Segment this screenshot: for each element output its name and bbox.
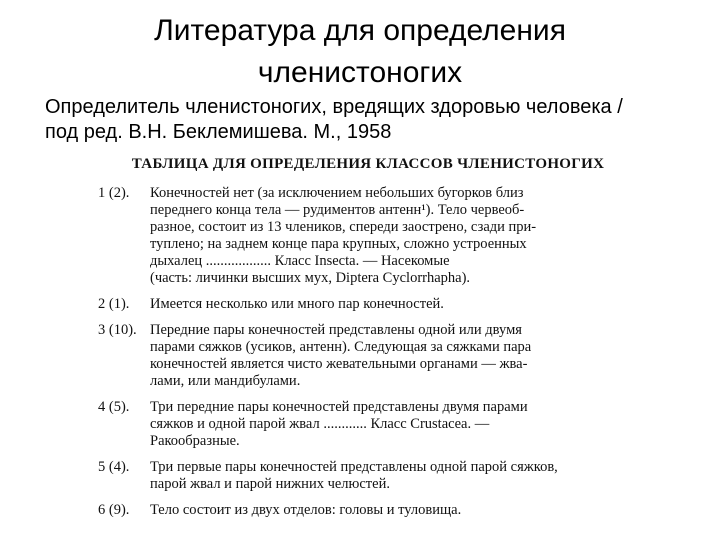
- entry-line: переднего конца тела — рудиментов антенн¹). Тело червеоб-: [150, 202, 525, 218]
- entry-text: [150, 322, 628, 390]
- table-title: ТАБЛИЦА ДЛЯ ОПРЕДЕЛЕНИЯ КЛАССОВ ЧЛЕНИСТОНОГИХ: [131, 156, 605, 172]
- entry-text: [150, 399, 628, 450]
- entry-text: [150, 502, 628, 519]
- entry-line: Три первые пары конечностей представлены одной парой сяжков,: [150, 459, 558, 475]
- entry-text: [150, 185, 628, 287]
- entry-text: [150, 296, 628, 313]
- slide-title-line-1: Литература для определения: [154, 14, 566, 47]
- entry-line: конечностей является чисто жевательными органами — жва-: [150, 356, 528, 372]
- entry-number: 1 (2).: [98, 185, 130, 201]
- key-entry: [98, 296, 628, 313]
- entry-line: (часть: личинки высших мух, Diptera Cyclorrhapha).: [150, 270, 471, 286]
- entry-line: парой жвал и парой нижних челюстей.: [150, 476, 390, 492]
- scanned-key-table: [98, 156, 628, 528]
- entry-line: дыхалец .................. Класс Insecta. — Насекомые: [150, 253, 450, 269]
- key-entry: [98, 322, 628, 390]
- entry-line: Передние пары конечностей представлены одной или двумя: [150, 322, 522, 338]
- entry-number: 4 (5).: [98, 399, 130, 415]
- slide-title-line-2: членистоногих: [257, 56, 463, 89]
- entry-line: Конечностей нет (за исключением небольших бугорков близ: [150, 185, 524, 201]
- key-entry: [98, 185, 628, 287]
- entry-number: 5 (4).: [98, 459, 130, 475]
- entry-line: туплено; на заднем конце пара крупных, сложно устроенных: [150, 236, 527, 252]
- entry-line: Тело состоит из двух отделов: головы и туловища.: [150, 502, 462, 518]
- entry-number: 2 (1).: [98, 296, 130, 312]
- entry-line: парами сяжков (усиков, антенн). Следующая за сяжками пара: [150, 339, 532, 355]
- slide-title: [60, 10, 660, 94]
- entry-number: 6 (9).: [98, 502, 130, 518]
- entry-line: лами, или мандибулами.: [150, 373, 301, 389]
- key-entry: [98, 502, 628, 519]
- entry-line: Три передние пары конечностей представлены двумя парами: [150, 399, 528, 415]
- reference-line-2: под ред. В.Н. Беклемишева. М., 1958: [45, 121, 392, 143]
- entry-text: [150, 459, 628, 493]
- entry-line: Ракообразные.: [150, 433, 240, 449]
- entry-line: сяжков и одной парой жвал ............ Класс Crustacea. —: [150, 416, 490, 432]
- reference-line-1: Определитель членистоногих, вредящих здоровью человека /: [45, 96, 623, 118]
- entry-line: разное, состоит из 13 члеников, спереди заострено, сзади при-: [150, 219, 537, 235]
- key-entry: [98, 399, 628, 450]
- entry-line: Имеется несколько или много пар конечностей.: [150, 296, 444, 312]
- reference-citation: [45, 95, 705, 145]
- entry-number: 3 (10).: [98, 322, 137, 338]
- key-entry: [98, 459, 628, 493]
